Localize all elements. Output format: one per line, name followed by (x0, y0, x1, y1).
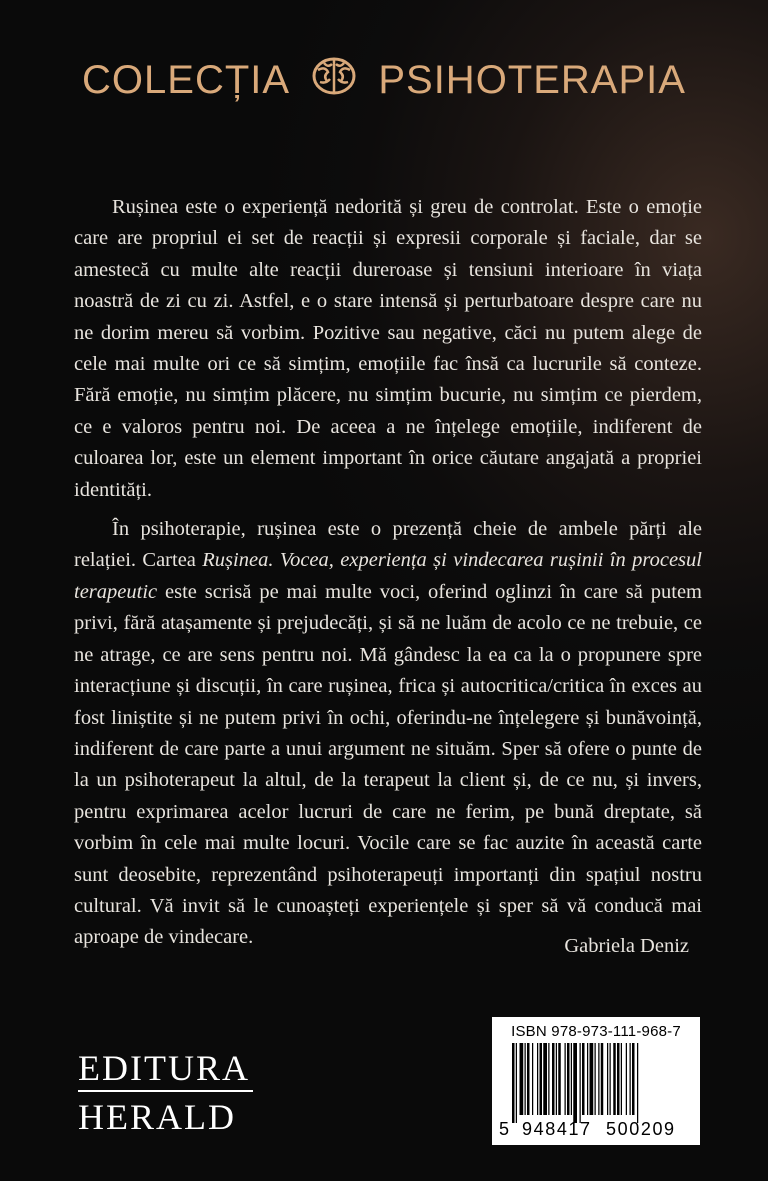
barcode-digit-first: 5 (499, 1119, 510, 1139)
blurb-paragraph-1: Rușinea este o experiență nedorită și greu de controlat. Este o emoție care are propriul ei set de reacții și expresii corporale și faciale, dar se amestecă cu multe alte reacții dureroase și tensiuni interioare în viața noastră de zi cu zi. Astfel, e o stare intensă și perturbatoare despre care nu ne dorim mereu să vorbim. Pozitive sau negative, căci nu putem alege de cele mai multe ori ce să simțim, emoțiile fac însă ca lucrurile să conteze. Fără emoție, nu simțim plăcere, nu simțim bucurie, nu simțim ce pierdem, ce e valoros pentru noi. De aceea a ne înțelege emoțiile, indiferent de culoarea lor, este un element important în orice căutare angajată a propriei identități. (74, 196, 702, 501)
barcode-bar (580, 1043, 581, 1123)
blurb-text (74, 192, 702, 954)
barcode-bar (537, 1043, 538, 1115)
barcode-bar (532, 1043, 533, 1115)
brain-icon (310, 52, 358, 100)
barcode-bar (632, 1043, 635, 1115)
barcode-digits-right: 500209 (606, 1119, 676, 1139)
publisher-line-1: EDITURA (78, 1050, 253, 1092)
barcode-bar (601, 1043, 604, 1115)
blurb-p2-before: În psihoterapie, rușinea este o prezență cheie de ambele părți ale relației. Cartea (74, 518, 702, 572)
barcode-bar (548, 1043, 549, 1115)
barcode-bar (582, 1043, 585, 1115)
barcode-bar (617, 1043, 620, 1115)
barcode-bar (630, 1043, 631, 1115)
barcode-bar (520, 1043, 524, 1115)
barcode-bar (607, 1043, 608, 1115)
barcode-bar (590, 1043, 594, 1115)
barcode-bar (512, 1043, 515, 1123)
barcode-bar (637, 1043, 638, 1123)
barcode-bar (610, 1043, 611, 1115)
barcode (492, 1017, 700, 1145)
barcode-bar (527, 1043, 530, 1115)
barcode-bar (621, 1043, 622, 1115)
series-left-label: COLECȚIA (82, 58, 291, 102)
barcode-bar (567, 1043, 570, 1115)
barcode-bar (598, 1043, 599, 1115)
series-right-label: PSIHOTERAPIA (378, 58, 686, 102)
barcode-bar (587, 1043, 588, 1115)
barcode-bar (571, 1043, 572, 1115)
barcode-bar (525, 1043, 526, 1115)
barcode-bar (516, 1043, 517, 1123)
publisher-logo (78, 1050, 253, 1135)
author-signature: Gabriela Deniz (564, 935, 689, 957)
barcode-bar (552, 1043, 555, 1115)
barcode-digits-left: 948417 (522, 1119, 592, 1139)
series-title (0, 56, 768, 104)
publisher-line-2: HERALD (78, 1097, 236, 1137)
barcode-bar (626, 1043, 627, 1115)
barcode-bar (558, 1043, 561, 1115)
blurb-paragraph-2 (74, 514, 702, 954)
barcode-bar (565, 1043, 566, 1115)
barcode-bars (512, 1043, 680, 1123)
barcode-bar (573, 1043, 577, 1123)
blurb-p2-after: este scrisă pe mai multe voci, oferind oglinzi în care să putem privi, fără atașamente și prejudecăți, și să ne luăm de acolo ce ne trebuie, ce ne atrage, ce are sens pentru noi. Mă gândesc la ea ca la o propunere spre interacțiune și discuții, în care rușinea, frica și autocritica/critica în exces au fost liniștite și ne putem privi în ochi, oferindu-ne înțelegere și bunăvoință, indiferent de care parte a unui argument ne situăm. Sper să ofere o punte de la un psihoterapeut la altul, de la terapeut la client și, de ce nu, și invers, pentru exprimarea acelor lucruri de care ne ferim, pe bună dreptate, să vorbim în cele mai multe locuri. Vocile care se fac auzite în această carte sunt deosebite, reprezentând psihoterapeuți importanți din spațiul nostru cultural. Vă invit să le cunoașteți experiențele și sper să vă conducă mai aproape de vindecare. (74, 580, 702, 949)
isbn-label: ISBN 978-973-111-968-7 (511, 1023, 681, 1040)
barcode-bar (595, 1043, 596, 1115)
barcode-bar (556, 1043, 557, 1115)
barcode-bar (543, 1043, 547, 1115)
barcode-bar (540, 1043, 543, 1115)
barcode-bar (613, 1043, 616, 1115)
book-title: Rușinea. Vocea, experiența și vindecarea rușinii în procesul terapeutic (74, 549, 702, 603)
